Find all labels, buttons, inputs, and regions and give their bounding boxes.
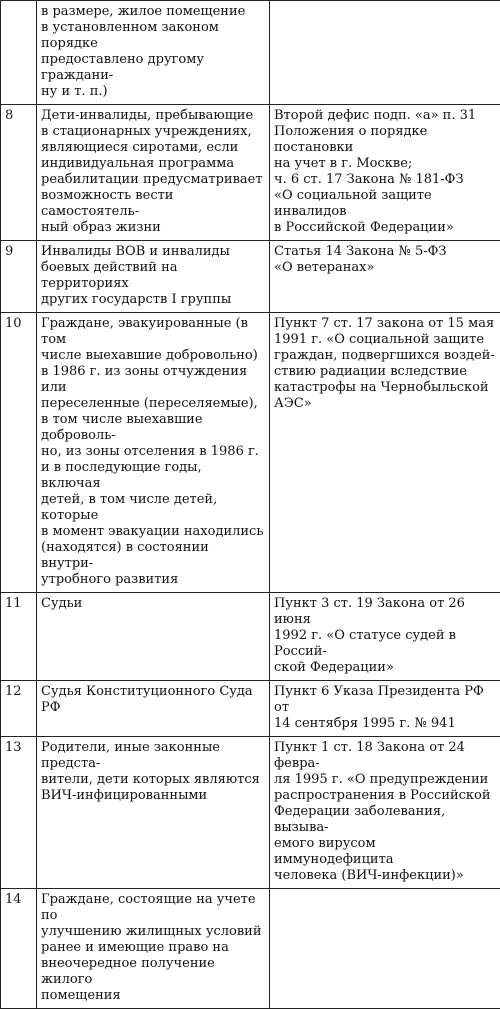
table-row bbox=[1, 593, 500, 681]
table-row bbox=[1, 1, 500, 105]
row-number: 8 bbox=[1, 105, 37, 241]
row-number: 12 bbox=[1, 681, 37, 737]
table-row bbox=[1, 105, 500, 241]
row-number: 13 bbox=[1, 737, 37, 889]
row-number: 11 bbox=[1, 593, 37, 681]
legal-basis-cell: Статья 14 Закона № 5-ФЗ «О ветеранах» bbox=[270, 241, 500, 313]
category-cell: Дети-инвалиды, пребывающие в стационарных учреждениях, являющиеся сиротами, если индивидуальная программа реабилитации предусматривает возможность вести самостоятель- ный образ жизни bbox=[37, 105, 270, 241]
row-number: 9 bbox=[1, 241, 37, 313]
table-row bbox=[1, 737, 500, 889]
row-number: 14 bbox=[1, 889, 37, 1009]
legal-basis-cell bbox=[270, 1, 500, 105]
legal-basis-cell: Пункт 3 ст. 19 Закона от 26 июня 1992 г. «О статусе судей в Россий- ской Федерации» bbox=[270, 593, 500, 681]
legal-basis-cell: Пункт 7 ст. 17 закона от 15 мая 1991 г. «О социальной защите граждан, подвергшихся воздей- ствию радиации вследствие катастрофы на Чернобыльской АЭС» bbox=[270, 313, 500, 593]
category-cell: Граждане, эвакуированные (в том числе выехавшие добровольно) в 1986 г. из зоны отчуждения или переселенные (переселяемые), в том числе выехавшие доброволь- но, из зоны отселения в 1986 г. и в последующие годы, включая детей, в том числе детей, которые в момент эвакуации находились (находятся) в состоянии внутри- утробного развития bbox=[37, 313, 270, 593]
legal-basis-cell: Пункт 1 ст. 18 Закона от 24 февра- ля 1995 г. «О предупреждении распространения в Российской Федерации заболевания, вызыва- емого вирусом иммунодефицита человека (ВИЧ-инфекции)» bbox=[270, 737, 500, 889]
category-cell: Судья Конституционного Суда РФ bbox=[37, 681, 270, 737]
legal-basis-cell: Пункт 6 Указа Президента РФ от 14 сентября 1995 г. № 941 bbox=[270, 681, 500, 737]
category-cell: в размере, жилое помещение в установленном законом порядке предоставлено другому граждани- ну и т. п.) bbox=[37, 1, 270, 105]
table-row bbox=[1, 889, 500, 1009]
category-cell: Судьи bbox=[37, 593, 270, 681]
row-number: 10 bbox=[1, 313, 37, 593]
category-cell: Граждане, состоящие на учете по улучшению жилищных условий ранее и имеющие право на внеочередное получение жилого помещения bbox=[37, 889, 270, 1009]
table-row bbox=[1, 241, 500, 313]
table-row bbox=[1, 313, 500, 593]
legal-basis-cell: Второй дефис подп. «а» п. 31 Положения о порядке постановки на учет в г. Москве; ч. 6 ст. 17 Закона № 181-ФЗ «О социальной защите инвалидов в Российской Федерации» bbox=[270, 105, 500, 241]
category-cell: Инвалиды ВОВ и инвалиды боевых действий на территориях других государств I группы bbox=[37, 241, 270, 313]
category-cell: Родители, иные законные предста- вители, дети которых являются ВИЧ-инфицированными bbox=[37, 737, 270, 889]
row-number bbox=[1, 1, 37, 105]
table-row bbox=[1, 681, 500, 737]
legal-basis-cell bbox=[270, 889, 500, 1009]
